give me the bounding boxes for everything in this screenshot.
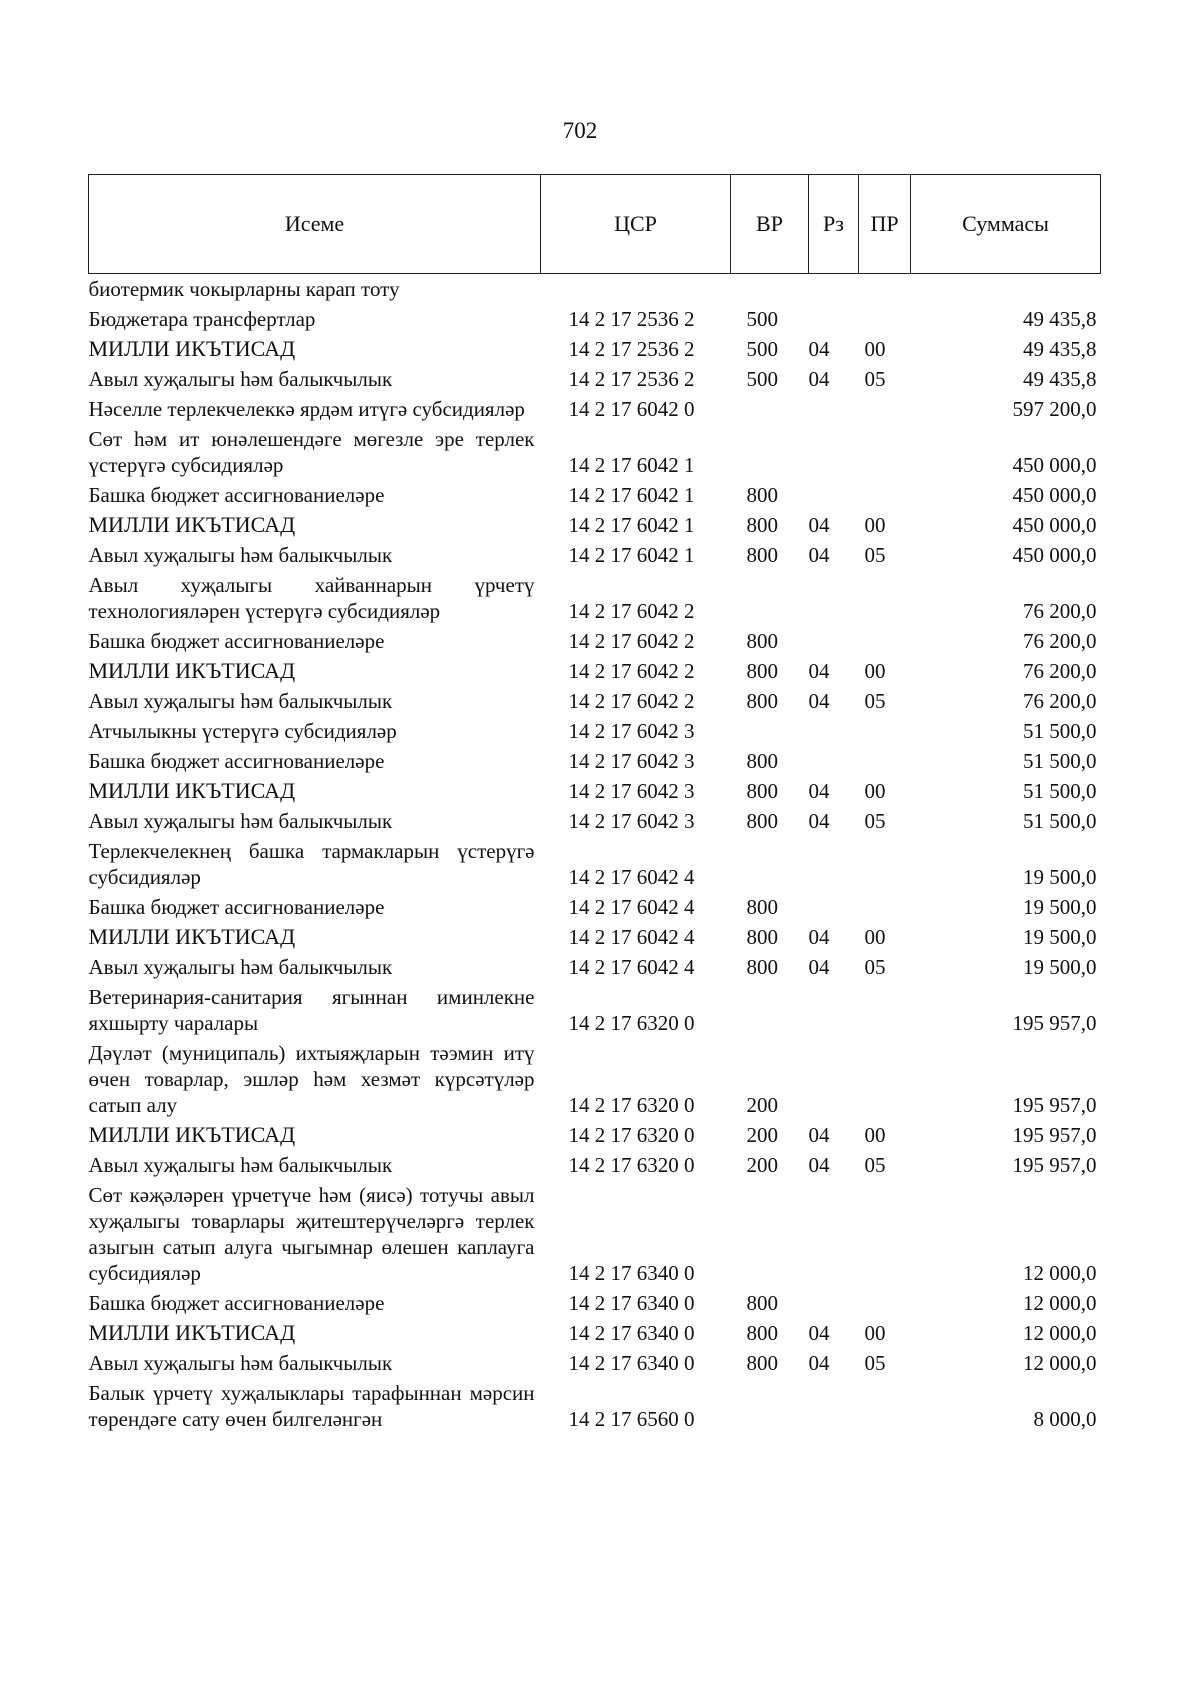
table-row <box>89 510 1101 540</box>
cell-vr: 800 <box>746 629 778 653</box>
table-row <box>89 806 1101 836</box>
header-rz: Рз <box>809 175 859 274</box>
cell-pr: 05 <box>864 955 886 979</box>
cell-csr: 14 2 17 6042 2 <box>568 629 695 653</box>
header-pr: ПР <box>859 175 911 274</box>
table-body <box>89 274 1101 1435</box>
cell-vr: 800 <box>746 689 778 713</box>
cell-sum: 195 957,0 <box>1012 1123 1097 1147</box>
cell-rz: 04 <box>808 809 830 833</box>
cell-pr: 00 <box>864 337 886 361</box>
table-row <box>89 1378 1101 1434</box>
header-name: Исеме <box>89 175 541 274</box>
cell-csr: 14 2 17 6340 0 <box>568 1321 695 1345</box>
table-row <box>89 1180 1101 1288</box>
cell-name: Авыл хуҗалыгы һәм балыкчылык <box>88 367 393 391</box>
table-row <box>89 836 1101 892</box>
cell-sum: 450 000,0 <box>1012 543 1097 567</box>
cell-pr: 05 <box>864 1351 886 1375</box>
cell-rz <box>809 424 859 480</box>
cell-pr: 00 <box>864 925 886 949</box>
cell-pr <box>859 424 911 480</box>
cell-rz: 04 <box>808 659 830 683</box>
cell-csr: 14 2 17 6042 2 <box>568 599 695 623</box>
cell-csr: 14 2 17 6042 1 <box>568 453 695 477</box>
cell-rz <box>809 1038 859 1120</box>
cell-sum: 76 200,0 <box>1023 599 1097 623</box>
table-row <box>89 922 1101 952</box>
cell-csr: 14 2 17 6042 4 <box>568 865 695 889</box>
cell-name: Дәүләт (муниципаль) ихтыяҗларын тәэмин итү өчен товарлар, эшләр һәм хезмәт күрсәтүләр сатып алу <box>88 1041 535 1117</box>
cell-rz: 04 <box>808 1153 830 1177</box>
cell-pr <box>859 394 911 424</box>
cell-name: МИЛЛИ ИКЪТИСАД <box>88 336 296 361</box>
cell-pr <box>859 716 911 746</box>
cell-vr: 500 <box>746 337 778 361</box>
cell-sum: 76 200,0 <box>1023 629 1097 653</box>
table-row <box>89 656 1101 686</box>
cell-pr <box>859 626 911 656</box>
cell-pr: 00 <box>864 659 886 683</box>
cell-name: Терлекчелекнең башка тармакларын үстерүгә субсидияләр <box>88 839 535 889</box>
cell-rz: 04 <box>808 367 830 391</box>
cell-pr: 05 <box>864 543 886 567</box>
cell-csr: 14 2 17 6560 0 <box>568 1407 695 1431</box>
cell-vr: 800 <box>746 925 778 949</box>
cell-rz: 04 <box>808 1321 830 1345</box>
table-row <box>89 776 1101 806</box>
cell-rz <box>809 274 859 305</box>
cell-pr <box>859 1288 911 1318</box>
cell-vr: 800 <box>746 659 778 683</box>
cell-csr: 14 2 17 6042 0 <box>568 397 695 421</box>
cell-sum: 12 000,0 <box>1023 1291 1097 1315</box>
cell-sum: 76 200,0 <box>1023 689 1097 713</box>
cell-sum: 49 435,8 <box>1023 307 1097 331</box>
cell-rz: 04 <box>808 779 830 803</box>
table-row <box>89 982 1101 1038</box>
cell-pr <box>859 836 911 892</box>
cell-vr: 200 <box>746 1153 778 1177</box>
cell-name: Башка бюджет ассигнованиеләре <box>88 749 385 773</box>
cell-pr <box>859 570 911 626</box>
cell-pr <box>859 746 911 776</box>
cell-name: Нәселле терлекчелеккә ярдәм итүгә субсидияләр <box>88 397 525 421</box>
cell-vr <box>731 570 809 626</box>
cell-sum: 51 500,0 <box>1023 779 1097 803</box>
cell-pr <box>859 1180 911 1288</box>
cell-csr: 14 2 17 6042 3 <box>568 749 695 773</box>
table-row <box>89 1288 1101 1318</box>
cell-sum: 19 500,0 <box>1023 865 1097 889</box>
cell-sum: 51 500,0 <box>1023 809 1097 833</box>
cell-vr: 200 <box>746 1093 778 1117</box>
cell-pr <box>859 982 911 1038</box>
cell-name: Башка бюджет ассигнованиеләре <box>88 629 385 653</box>
cell-name: МИЛЛИ ИКЪТИСАД <box>88 1122 296 1147</box>
cell-sum: 49 435,8 <box>1023 337 1097 361</box>
table-row <box>89 570 1101 626</box>
cell-vr <box>731 836 809 892</box>
cell-vr <box>731 274 809 305</box>
table-row <box>89 952 1101 982</box>
table-row <box>89 394 1101 424</box>
cell-pr: 00 <box>864 1321 886 1345</box>
cell-name: Башка бюджет ассигнованиеләре <box>88 895 385 919</box>
cell-csr: 14 2 17 6042 1 <box>568 543 695 567</box>
table-row <box>89 1120 1101 1150</box>
cell-pr <box>859 1378 911 1434</box>
cell-rz: 04 <box>808 955 830 979</box>
table-row <box>89 892 1101 922</box>
table-row <box>89 540 1101 570</box>
cell-name: Атчылыкны үстерүгә субсидияләр <box>88 719 397 743</box>
cell-vr: 800 <box>746 809 778 833</box>
table-row <box>89 716 1101 746</box>
cell-sum: 51 500,0 <box>1023 719 1097 743</box>
cell-rz: 04 <box>808 1123 830 1147</box>
cell-rz <box>809 570 859 626</box>
cell-csr: 14 2 17 6042 4 <box>568 955 695 979</box>
cell-sum: 450 000,0 <box>1012 483 1097 507</box>
cell-name: Авыл хуҗалыгы хайваннарын үрчетү технологияләрен үстерүгә субсидияләр <box>88 573 535 623</box>
cell-rz <box>809 394 859 424</box>
cell-name: Авыл хуҗалыгы һәм балыкчылык <box>88 689 393 713</box>
page-number: 702 <box>562 118 598 143</box>
cell-name: Авыл хуҗалыгы һәм балыкчылык <box>88 1153 393 1177</box>
cell-vr: 200 <box>746 1123 778 1147</box>
cell-sum: 12 000,0 <box>1023 1261 1097 1285</box>
cell-rz: 04 <box>808 1351 830 1375</box>
cell-vr: 800 <box>746 1321 778 1345</box>
cell-csr: 14 2 17 6042 3 <box>568 719 695 743</box>
table-row <box>89 686 1101 716</box>
cell-rz: 04 <box>808 513 830 537</box>
cell-csr: 14 2 17 2536 2 <box>568 307 695 331</box>
cell-name: Авыл хуҗалыгы һәм балыкчылык <box>88 955 393 979</box>
cell-sum: 76 200,0 <box>1023 659 1097 683</box>
cell-vr: 500 <box>746 307 778 331</box>
cell-csr: 14 2 17 6042 4 <box>568 925 695 949</box>
cell-csr: 14 2 17 2536 2 <box>568 367 695 391</box>
cell-sum: 195 957,0 <box>1012 1153 1097 1177</box>
cell-sum: 19 500,0 <box>1023 955 1097 979</box>
cell-rz <box>809 626 859 656</box>
cell-sum: 195 957,0 <box>1012 1093 1097 1117</box>
cell-csr: 14 2 17 2536 2 <box>568 337 695 361</box>
table-row <box>89 480 1101 510</box>
cell-vr: 500 <box>746 367 778 391</box>
cell-csr: 14 2 17 6320 0 <box>568 1123 695 1147</box>
cell-vr <box>731 1378 809 1434</box>
cell-name: биотермик чокырларны карап тоту <box>88 277 400 301</box>
cell-sum: 450 000,0 <box>1012 513 1097 537</box>
cell-rz: 04 <box>808 925 830 949</box>
cell-name: Сөт һәм ит юнәлешендәге мөгезле эре терлек үстерүгә субсидияләр <box>88 427 535 477</box>
budget-table <box>88 174 1101 1434</box>
cell-pr: 00 <box>864 513 886 537</box>
cell-pr: 05 <box>864 367 886 391</box>
cell-sum: 19 500,0 <box>1023 925 1097 949</box>
cell-name: Башка бюджет ассигнованиеләре <box>88 1291 385 1315</box>
cell-csr: 14 2 17 6042 4 <box>568 895 695 919</box>
cell-pr: 00 <box>864 1123 886 1147</box>
cell-rz <box>809 892 859 922</box>
cell-name: МИЛЛИ ИКЪТИСАД <box>88 1320 296 1345</box>
cell-sum: 19 500,0 <box>1023 895 1097 919</box>
cell-csr: 14 2 17 6320 0 <box>568 1093 695 1117</box>
cell-csr: 14 2 17 6340 0 <box>568 1291 695 1315</box>
cell-name: Авыл хуҗалыгы һәм балыкчылык <box>88 809 393 833</box>
cell-rz <box>809 304 859 334</box>
cell-rz: 04 <box>808 337 830 361</box>
cell-pr <box>859 1038 911 1120</box>
cell-rz <box>809 1180 859 1288</box>
cell-name: МИЛЛИ ИКЪТИСАД <box>88 924 296 949</box>
cell-csr: 14 2 17 6042 3 <box>568 809 695 833</box>
cell-name: Бюджетара трансфертлар <box>88 307 316 331</box>
cell-name: Балык үрчетү хуҗалыклары тарафыннан мәрсин төрендәге сату өчен билгеләнгән <box>88 1381 535 1431</box>
cell-sum: 450 000,0 <box>1012 453 1097 477</box>
cell-rz: 04 <box>808 543 830 567</box>
header-sum: Суммасы <box>911 175 1101 274</box>
table-row <box>89 424 1101 480</box>
cell-vr: 800 <box>746 895 778 919</box>
cell-csr: 14 2 17 6340 0 <box>568 1261 695 1285</box>
cell-vr: 800 <box>746 543 778 567</box>
cell-csr: 14 2 17 6042 1 <box>568 483 695 507</box>
cell-name: Авыл хуҗалыгы һәм балыкчылык <box>88 1351 393 1375</box>
cell-sum: 597 200,0 <box>1012 397 1097 421</box>
cell-pr: 05 <box>864 689 886 713</box>
cell-rz <box>809 836 859 892</box>
cell-sum: 49 435,8 <box>1023 367 1097 391</box>
cell-rz <box>809 982 859 1038</box>
cell-name: Башка бюджет ассигнованиеләре <box>88 483 385 507</box>
header-vr: ВР <box>731 175 809 274</box>
table-row <box>89 334 1101 364</box>
cell-rz <box>809 1378 859 1434</box>
cell-rz <box>809 746 859 776</box>
table-row <box>89 364 1101 394</box>
cell-vr: 800 <box>746 1291 778 1315</box>
cell-vr: 800 <box>746 513 778 537</box>
cell-csr: 14 2 17 6042 3 <box>568 779 695 803</box>
cell-csr: 14 2 17 6320 0 <box>568 1011 695 1035</box>
cell-pr: 00 <box>864 779 886 803</box>
cell-pr <box>859 304 911 334</box>
table-header <box>89 175 1101 274</box>
table-row <box>89 1348 1101 1378</box>
cell-vr: 800 <box>746 779 778 803</box>
cell-name: Ветеринария-санитария ягыннан иминлекне яхшырту чаралары <box>88 985 535 1035</box>
cell-vr <box>731 716 809 746</box>
cell-vr: 800 <box>746 955 778 979</box>
cell-pr <box>859 480 911 510</box>
cell-name: Авыл хуҗалыгы һәм балыкчылык <box>88 543 393 567</box>
cell-pr: 05 <box>864 1153 886 1177</box>
table-row <box>89 1318 1101 1348</box>
cell-rz: 04 <box>808 689 830 713</box>
cell-sum: 8 000,0 <box>1033 1407 1097 1431</box>
cell-pr <box>859 892 911 922</box>
table-row <box>89 1038 1101 1120</box>
cell-csr <box>541 274 731 305</box>
cell-vr <box>731 394 809 424</box>
cell-sum: 12 000,0 <box>1023 1321 1097 1345</box>
cell-vr: 800 <box>746 483 778 507</box>
table-row <box>89 1150 1101 1180</box>
cell-csr: 14 2 17 6042 2 <box>568 659 695 683</box>
cell-rz <box>809 716 859 746</box>
cell-pr: 05 <box>864 809 886 833</box>
cell-name: МИЛЛИ ИКЪТИСАД <box>88 658 296 683</box>
cell-name: МИЛЛИ ИКЪТИСАД <box>88 778 296 803</box>
cell-csr: 14 2 17 6042 1 <box>568 513 695 537</box>
cell-rz <box>809 480 859 510</box>
cell-rz <box>809 1288 859 1318</box>
header-csr: ЦСР <box>541 175 731 274</box>
cell-vr: 800 <box>746 749 778 773</box>
cell-vr <box>731 982 809 1038</box>
cell-csr: 14 2 17 6042 2 <box>568 689 695 713</box>
cell-name: МИЛЛИ ИКЪТИСАД <box>88 512 296 537</box>
cell-csr: 14 2 17 6340 0 <box>568 1351 695 1375</box>
table-row <box>89 274 1101 305</box>
cell-pr <box>859 274 911 305</box>
cell-vr: 800 <box>746 1351 778 1375</box>
cell-sum: 51 500,0 <box>1023 749 1097 773</box>
cell-sum: 195 957,0 <box>1012 1011 1097 1035</box>
cell-vr <box>731 1180 809 1288</box>
cell-name: Сөт кәҗәләрен үрчетүче һәм (яисә) тотучы авыл хуҗалыгы товарлары җитештерүчеләргә терлек азыгын сатып алуга чыгымнар өлешен каплауга субсидияләр <box>88 1183 535 1285</box>
cell-sum: 12 000,0 <box>1023 1351 1097 1375</box>
table-row <box>89 746 1101 776</box>
cell-vr <box>731 424 809 480</box>
table-row <box>89 626 1101 656</box>
table-row <box>89 304 1101 334</box>
cell-csr: 14 2 17 6320 0 <box>568 1153 695 1177</box>
cell-sum <box>911 274 1101 305</box>
